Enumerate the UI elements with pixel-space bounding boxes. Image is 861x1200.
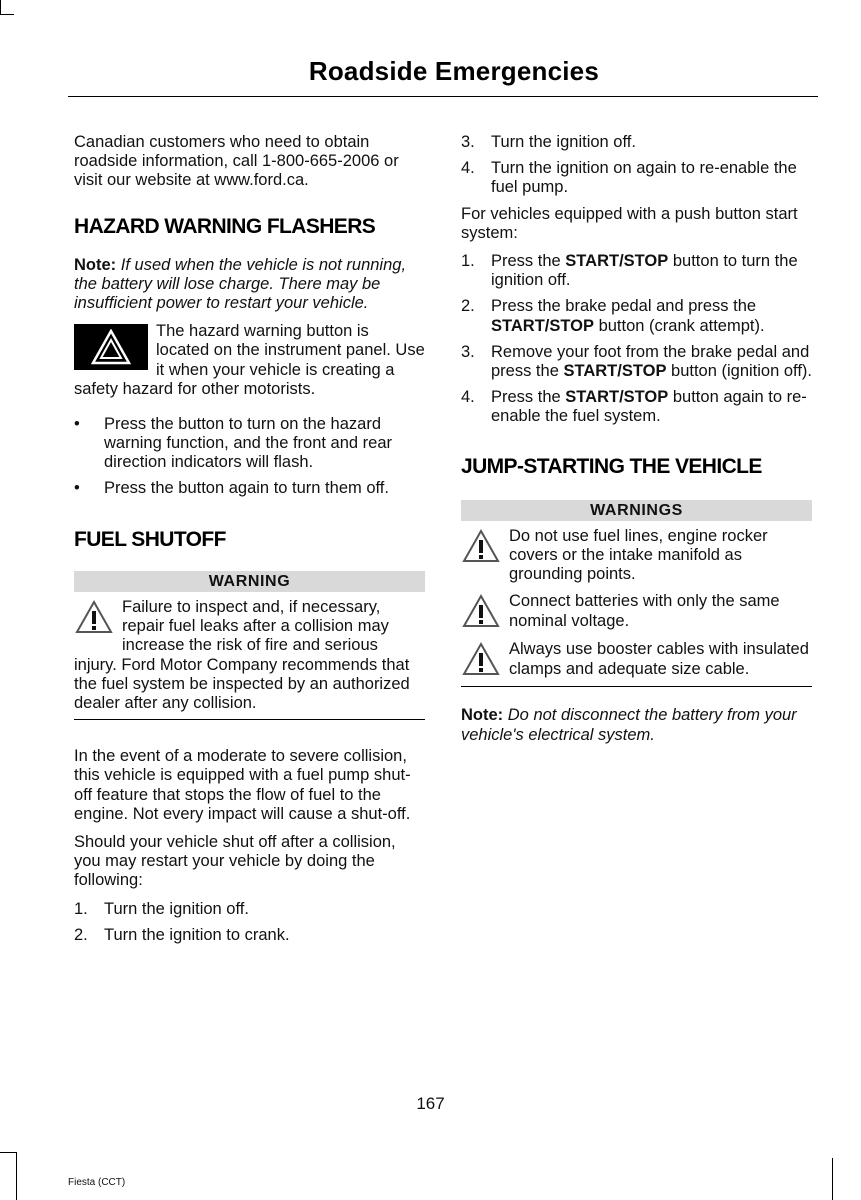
bullet-text: Press the button to turn on the hazard warning function, and the front and rear direction indicators will flash. bbox=[104, 415, 393, 472]
bullet-mark: • bbox=[74, 415, 80, 434]
warning-triangle-icon bbox=[74, 598, 114, 638]
warning-text: Failure to inspect and, if necessary, repair fuel leaks after a collision may increase the risk of fire and serious injury. Ford Motor Company recommends that the fuel system be inspected by an authorized dealer after any collision. bbox=[74, 598, 410, 713]
note-label: Note: bbox=[74, 255, 117, 274]
step-number: 4. bbox=[461, 388, 475, 407]
note-text: Do not disconnect the battery from your vehicle's electrical system. bbox=[461, 706, 797, 744]
step-text-end: button to turn the ignition off. bbox=[491, 252, 798, 290]
push-button-intro: For vehicles equipped with a push button start system: bbox=[461, 204, 798, 242]
start-stop-keyword: START/STOP bbox=[565, 252, 669, 271]
crop-mark bbox=[0, 0, 1, 14]
right-column bbox=[461, 133, 812, 754]
step-text: Turn the ignition off. bbox=[491, 133, 636, 151]
step-text-start: Press the brake pedal and press the bbox=[491, 297, 757, 316]
intro-paragraph: Canadian customers who need to obtain roadside information, call 1-800-665-2006 or visit our website at www.ford.ca. bbox=[74, 133, 399, 190]
warning-item bbox=[461, 640, 812, 680]
step-text-end: button again to re-enable the fuel system. bbox=[491, 388, 807, 426]
warning-text: Connect batteries with only the same nominal voltage. bbox=[509, 592, 780, 630]
warning-item bbox=[74, 598, 425, 713]
step-text-start: Press the bbox=[491, 252, 566, 271]
hazard-text: The hazard warning button is located on the instrument panel. Use it when your vehicle is creating a safety hazard for other motorists. bbox=[74, 322, 425, 398]
list-item bbox=[461, 133, 812, 152]
list-item bbox=[74, 415, 425, 473]
list-item bbox=[461, 297, 812, 335]
step-number: 3. bbox=[461, 342, 475, 361]
start-stop-keyword: START/STOP bbox=[491, 316, 594, 335]
list-item bbox=[74, 900, 425, 919]
hazard-bullets bbox=[74, 415, 425, 498]
hazard-triangle-icon bbox=[74, 324, 148, 370]
list-item bbox=[461, 388, 812, 426]
step-number: 2. bbox=[74, 925, 88, 944]
step-text-start: Press the bbox=[491, 388, 566, 407]
crop-mark bbox=[0, 1152, 16, 1153]
note-text: If used when the vehicle is not running, the battery will lose charge. There may be insufficient power to restart your vehicle. bbox=[74, 255, 407, 313]
step-number: 1. bbox=[461, 252, 475, 271]
battery-note bbox=[461, 706, 812, 744]
header-rule bbox=[68, 96, 818, 97]
hazard-description bbox=[74, 322, 425, 399]
step-number: 1. bbox=[74, 899, 88, 918]
warning-text: Always use booster cables with insulated clamps and adequate size cable. bbox=[509, 640, 809, 678]
restart-steps-continued bbox=[461, 133, 812, 198]
hazard-note bbox=[74, 256, 425, 314]
step-number: 2. bbox=[461, 297, 475, 316]
crop-mark bbox=[16, 1152, 17, 1200]
start-stop-keyword: START/STOP bbox=[563, 362, 667, 381]
warning-title-bar: WARNING bbox=[74, 571, 425, 592]
step-text: Turn the ignition to crank. bbox=[104, 925, 290, 944]
restart-steps bbox=[74, 900, 425, 945]
warning-triangle-icon bbox=[461, 527, 501, 567]
list-item bbox=[461, 252, 812, 290]
crop-mark bbox=[0, 14, 14, 15]
note-label: Note: bbox=[461, 706, 504, 725]
list-item bbox=[74, 479, 425, 498]
start-stop-keyword: START/STOP bbox=[565, 388, 669, 407]
warning-item bbox=[461, 592, 812, 632]
page-number: 167 bbox=[416, 1094, 445, 1113]
jump-starting-heading: JUMP-STARTING THE VEHICLE bbox=[461, 454, 762, 478]
restart-paragraph: Should your vehicle shut off after a collision, you may restart your vehicle by doing the following: bbox=[74, 833, 396, 890]
bullet-mark: • bbox=[74, 478, 80, 497]
left-column bbox=[74, 133, 425, 952]
warning-rule bbox=[461, 686, 812, 687]
warning-item bbox=[461, 527, 812, 585]
warning-triangle-icon bbox=[461, 592, 501, 632]
hazard-heading: HAZARD WARNING FLASHERS bbox=[74, 214, 376, 238]
warning-rule bbox=[74, 719, 425, 720]
step-text: Turn the ignition off. bbox=[104, 899, 249, 918]
collision-paragraph: In the event of a moderate to severe collision, this vehicle is equipped with a fuel pump shut-off feature that stops the flow of fuel to the engine. Not every impact will cause a shut-off. bbox=[74, 747, 411, 823]
warning-text: Do not use fuel lines, engine rocker covers or the intake manifold as grounding points. bbox=[509, 526, 768, 584]
crop-mark bbox=[832, 1158, 833, 1200]
bullet-text: Press the button again to turn them off. bbox=[104, 478, 389, 497]
list-item bbox=[461, 343, 812, 381]
list-item bbox=[461, 159, 812, 197]
fuel-shutoff-heading: FUEL SHUTOFF bbox=[74, 527, 226, 551]
footer-label: Fiesta (CCT) bbox=[68, 1177, 126, 1188]
step-number: 4. bbox=[461, 159, 475, 178]
step-text-end: button (crank attempt). bbox=[593, 316, 765, 335]
step-text-end: button (ignition off). bbox=[666, 362, 812, 381]
list-item bbox=[74, 926, 425, 945]
warning-triangle-icon bbox=[461, 640, 501, 680]
push-button-steps bbox=[461, 252, 812, 427]
step-number: 3. bbox=[461, 133, 475, 151]
step-text: Turn the ignition on again to re-enable the fuel pump. bbox=[491, 159, 797, 197]
warnings-title-bar: WARNINGS bbox=[461, 500, 812, 521]
step-text-start: Remove your foot from the brake pedal and press the bbox=[491, 342, 810, 381]
page-header-title: Roadside Emergencies bbox=[308, 56, 599, 86]
